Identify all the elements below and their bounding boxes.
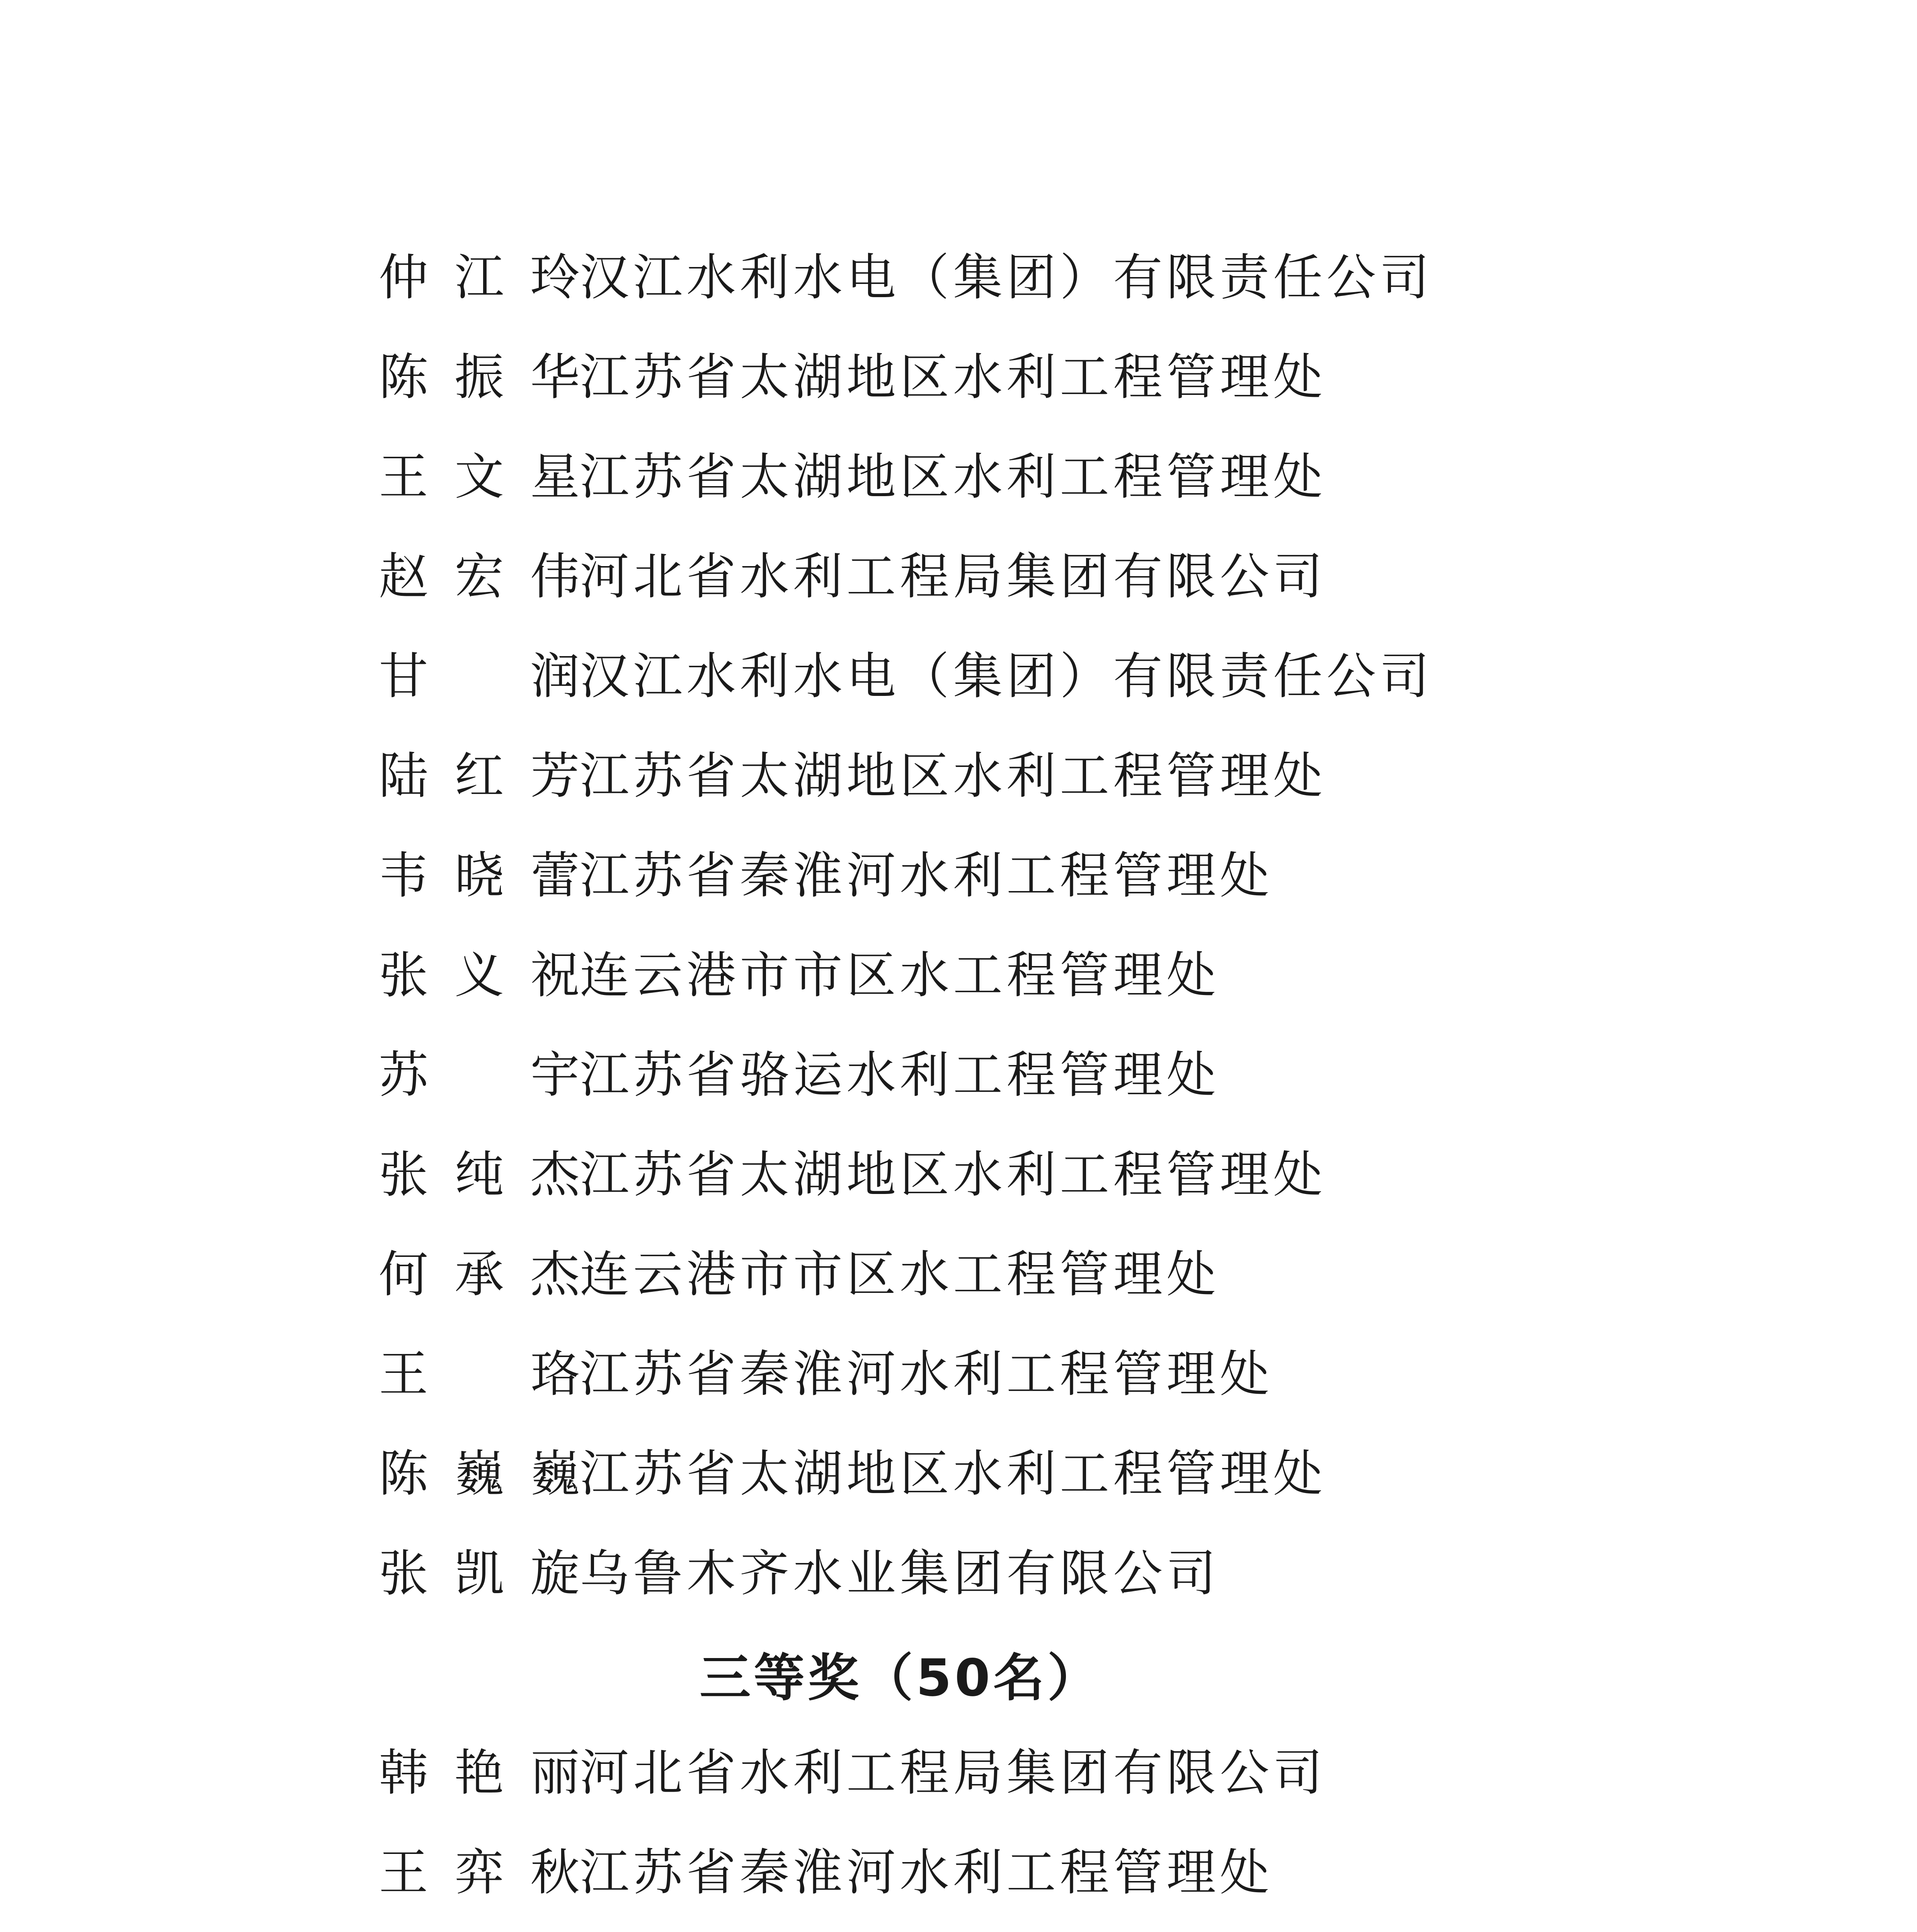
list-item <box>379 328 1693 427</box>
person-name: 陈 巍 巍 <box>379 1445 580 1503</box>
organization: 连云港市市区水工程管理处 <box>580 1246 1220 1303</box>
person-name: 甘 润 <box>379 648 580 705</box>
organization: 江苏省秦淮河水利工程管理处 <box>580 1345 1273 1403</box>
organization: 江苏省太湖地区水利工程管理处 <box>580 1445 1327 1503</box>
list-item <box>379 627 1693 726</box>
person-name: 韦 晓 蕾 <box>379 847 580 905</box>
person-name: 陈 振 华 <box>379 349 580 406</box>
list-item <box>379 1723 1693 1823</box>
organization: 江苏省秦淮河水利工程管理处 <box>580 847 1273 905</box>
organization: 河北省水利工程局集团有限公司 <box>580 1744 1327 1802</box>
organization: 汉江水利水电（集团）有限责任公司 <box>580 249 1433 306</box>
person-name: 仲 江 玲 <box>379 249 580 306</box>
organization: 江苏省骆运水利工程管理处 <box>580 1046 1220 1104</box>
person-name: 王 珞 <box>379 1345 580 1403</box>
list-item <box>379 1524 1693 1624</box>
person-name: 苏 宇 <box>379 1046 580 1104</box>
person-name: 韩 艳 丽 <box>379 1744 580 1802</box>
person-name: 张 纯 杰 <box>379 1146 580 1204</box>
person-name: 王 弈 秋 <box>379 1844 580 1901</box>
organization: 河北省水利工程局集团有限公司 <box>580 548 1327 605</box>
organization: 江苏省太湖地区水利工程管理处 <box>580 349 1327 406</box>
person-name: 王 文 星 <box>379 448 580 506</box>
list-item <box>379 1026 1693 1125</box>
section-heading: 三等奖（50名） <box>700 1648 1102 1708</box>
person-name: 张 义 祝 <box>379 947 580 1004</box>
organization: 江苏省太湖地区水利工程管理处 <box>580 1146 1327 1204</box>
list-item <box>379 228 1693 328</box>
organization: 汉江水利水电（集团）有限责任公司 <box>580 648 1433 705</box>
list-item <box>379 527 1693 627</box>
person-name: 赵 宏 伟 <box>379 548 580 605</box>
person-name: 陆 红 芳 <box>379 747 580 805</box>
organization: 江苏省太湖地区水利工程管理处 <box>580 747 1327 805</box>
list-item <box>379 826 1693 926</box>
person-name: 何 承 杰 <box>379 1246 580 1303</box>
list-item <box>379 427 1693 527</box>
list-item <box>379 1424 1693 1524</box>
organization: 乌鲁木齐水业集团有限公司 <box>580 1545 1220 1602</box>
list-item <box>379 726 1693 826</box>
list-item <box>379 1923 1693 1932</box>
list-item <box>379 1125 1693 1225</box>
list-item <box>379 1823 1693 1923</box>
organization: 江苏省太湖地区水利工程管理处 <box>580 448 1327 506</box>
organization: 连云港市市区水工程管理处 <box>580 947 1220 1004</box>
person-name: 张 凯 旋 <box>379 1545 580 1602</box>
list-item <box>379 1225 1693 1325</box>
list-item <box>379 926 1693 1026</box>
organization: 江苏省秦淮河水利工程管理处 <box>580 1844 1273 1901</box>
award-list <box>379 228 1693 1932</box>
list-item <box>379 1325 1693 1424</box>
